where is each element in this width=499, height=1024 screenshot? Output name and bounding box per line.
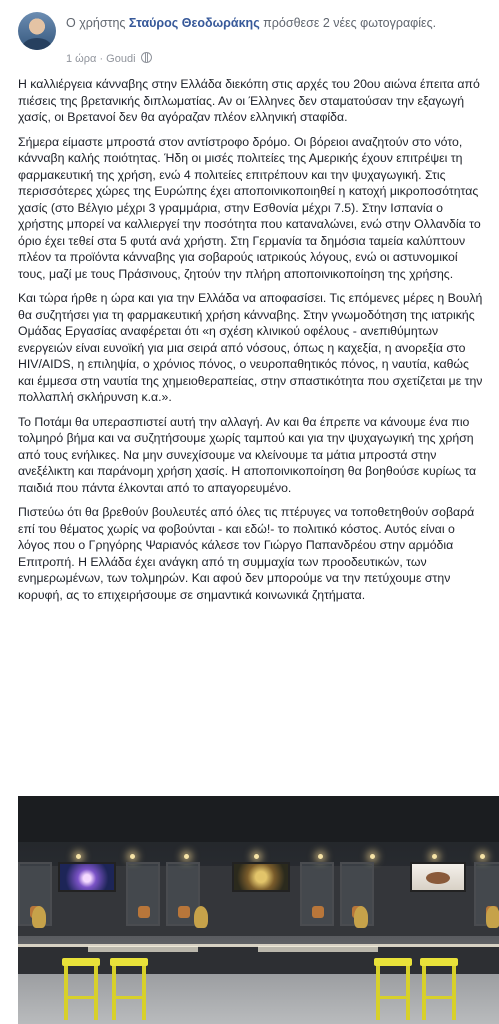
post-paragraph: Πιστεύω ότι θα βρεθούν βουλευτές από όλες τις πτέρυγες να τοποθετηθούν σοβαρά επί του θέματος χωρίς να φοβούνται - και εδώ!- το πολιτικό κόστος. Αυτός είναι ο λόγος που ο Γρηγόρης Ψαριανός κάλεσε τον Γιώργο Παπανδρέου στην αρμόδια Επιτροπή. Η Ελλάδα έχει ανάγκη από τη συμμαχία των προοδευτικών, των ενημερωμένων, των τολμηρών. Και αφού δεν μπορούμε να την πετύχουμε στην κορυφή, ας το επιχειρήσουμε σε σημαντικά κοινωνικά ζητήματα. [18, 505, 475, 602]
counter-light [258, 946, 378, 952]
display-screen [58, 862, 116, 892]
bar-stool [110, 958, 148, 1020]
counter-light [88, 946, 198, 952]
plant-decor [194, 906, 208, 928]
ceiling-lamp [432, 854, 437, 859]
ceiling-lamp [76, 854, 81, 859]
post-timestamp[interactable]: 1 ώρα [66, 53, 97, 65]
headline-prefix: Ο χρήστης [66, 16, 129, 30]
author-name-link[interactable]: Σταύρος Θεοδωράκης [128, 16, 260, 30]
display-case [300, 862, 334, 926]
headline-action: πρόσθεσε 2 νέες φωτογραφίες. [259, 16, 437, 30]
bar-stool [374, 958, 412, 1020]
display-screen [410, 862, 466, 892]
post-paragraph: Και τώρα ήρθε η ώρα και για την Ελλάδα να αποφασίσει. Τις επόμενες μέρες η Βουλή θα συζητήσει για τη φαρμακευτική χρήση κάνναβης. Στην γνωμοδότηση της ιατρικής Ομάδας Εργασίας αναφέρεται ότι «η σχέση κλινικού οφέλους - ανεπιθύμητων ενεργειών είναι ευνοϊκή για μια σειρά από νόσους, όπως η καχεξία, η ανορεξία στο HIV/AIDS, η επιληψία, ο χρόνιος πόνος, ο νευροπαθητικός πόνος, η ναυτία, καθώς και έμμεσα στη ναυτία της χημειοθεραπείας, στην σπαστικότητα που σχετίζεται με την πολλαπλή σκλήρυνση κ.α.». [18, 291, 483, 404]
bar-stool [420, 958, 458, 1020]
ceiling-lamp [130, 854, 135, 859]
author-avatar[interactable] [18, 12, 56, 50]
plant-decor [354, 906, 368, 928]
ceiling-lamp [370, 854, 375, 859]
bar-stool [62, 958, 100, 1020]
case-item [178, 906, 190, 918]
screen-image [426, 872, 450, 884]
avatar-figure [22, 38, 52, 50]
photo-ceiling [18, 796, 499, 842]
ceiling-lamp [480, 854, 485, 859]
post-paragraph: Το Ποτάμι θα υπερασπιστεί αυτή την αλλαγή. Αν και θα έπρεπε να κάνουμε ένα πιο τολμηρό βήμα και να συζητήσουμε χωρίς ταμπού και για την ψυχαγωγική της χρήση από τους ενήλικες. Να μην συνεχίσουμε να κλείνουμε τα μάτια μπροστά στην ανεξέλικτη και παράνομη χρήση χασίς. Η αποποινικοποίηση θα βοηθούσε κυρίως τα παιδιά που πάντα έλκονται από το απαγορευμένο. [18, 414, 477, 495]
post-paragraph: Η καλλιέργεια κάνναβης στην Ελλάδα διεκόπη στις αρχές του 20ου αιώνα έπειτα από πιέσεις της βρετανικής διπλωματίας. Αν οι Έλληνες δεν σταματούσαν την εξαγωγή χασίς, οι Βρετανοί δεν θα αγόραζαν πλέον ελληνική σταφίδα. [18, 77, 480, 124]
post-location[interactable]: Goudi [106, 53, 136, 65]
display-case [126, 862, 160, 926]
post-photo[interactable] [18, 796, 499, 1024]
post-paragraph: Σήμερα είμαστε μπροστά στον αντίστροφο δρόμο. Οι βόρειοι αναζητούν στο νότο, κάνναβη καλής ποιότητας. Ήδη οι μισές πολιτείες της Αμερικής έχουν επιτρέψει τη φαρμακευτική της χρήση, ενώ 4 πολιτείες επιτρέπουν και την ψυχαγωγική. Στις περισσότερες χώρες της Ευρώπης έχει αποποινικοποιηθεί η κατοχή μικροποσότητας χασίς (στο Βέλγιο μέχρι 3 γραμμάρια, στην Εσθονία μέχρι 7.5). Στην Ισπανία ο χρήστης μπορεί να καλλιεργεί την ποσότητα που καταναλώνει, ενώ στην Ολλανδία το όριο έχει τεθεί στα 5 φυτά ανά χρήστη. Στη Γερμανία τα δημόσια ταμεία καλύπτουν πλέον τα προϊόντα κάνναβης για σοβαρούς ιατρικούς λόγους, ενώ οι αστυνομικοί τους, μαζί με τους Πράσινους, ζητούν την πλήρη αποποινικοποίηση της χρήσης. [18, 134, 481, 281]
post-headline [66, 15, 491, 32]
display-screen [232, 862, 290, 892]
plant-decor [32, 906, 46, 928]
ceiling-lamp [184, 854, 189, 859]
ceiling-lamp [318, 854, 323, 859]
ceiling-lamp [254, 854, 259, 859]
post-body [18, 76, 484, 611]
plant-decor [486, 906, 499, 928]
globe-icon[interactable] [141, 52, 152, 63]
case-item [138, 906, 150, 918]
case-item [312, 906, 324, 918]
meta-separator: · [96, 53, 107, 65]
post-meta [66, 52, 152, 65]
post-header [18, 12, 491, 72]
